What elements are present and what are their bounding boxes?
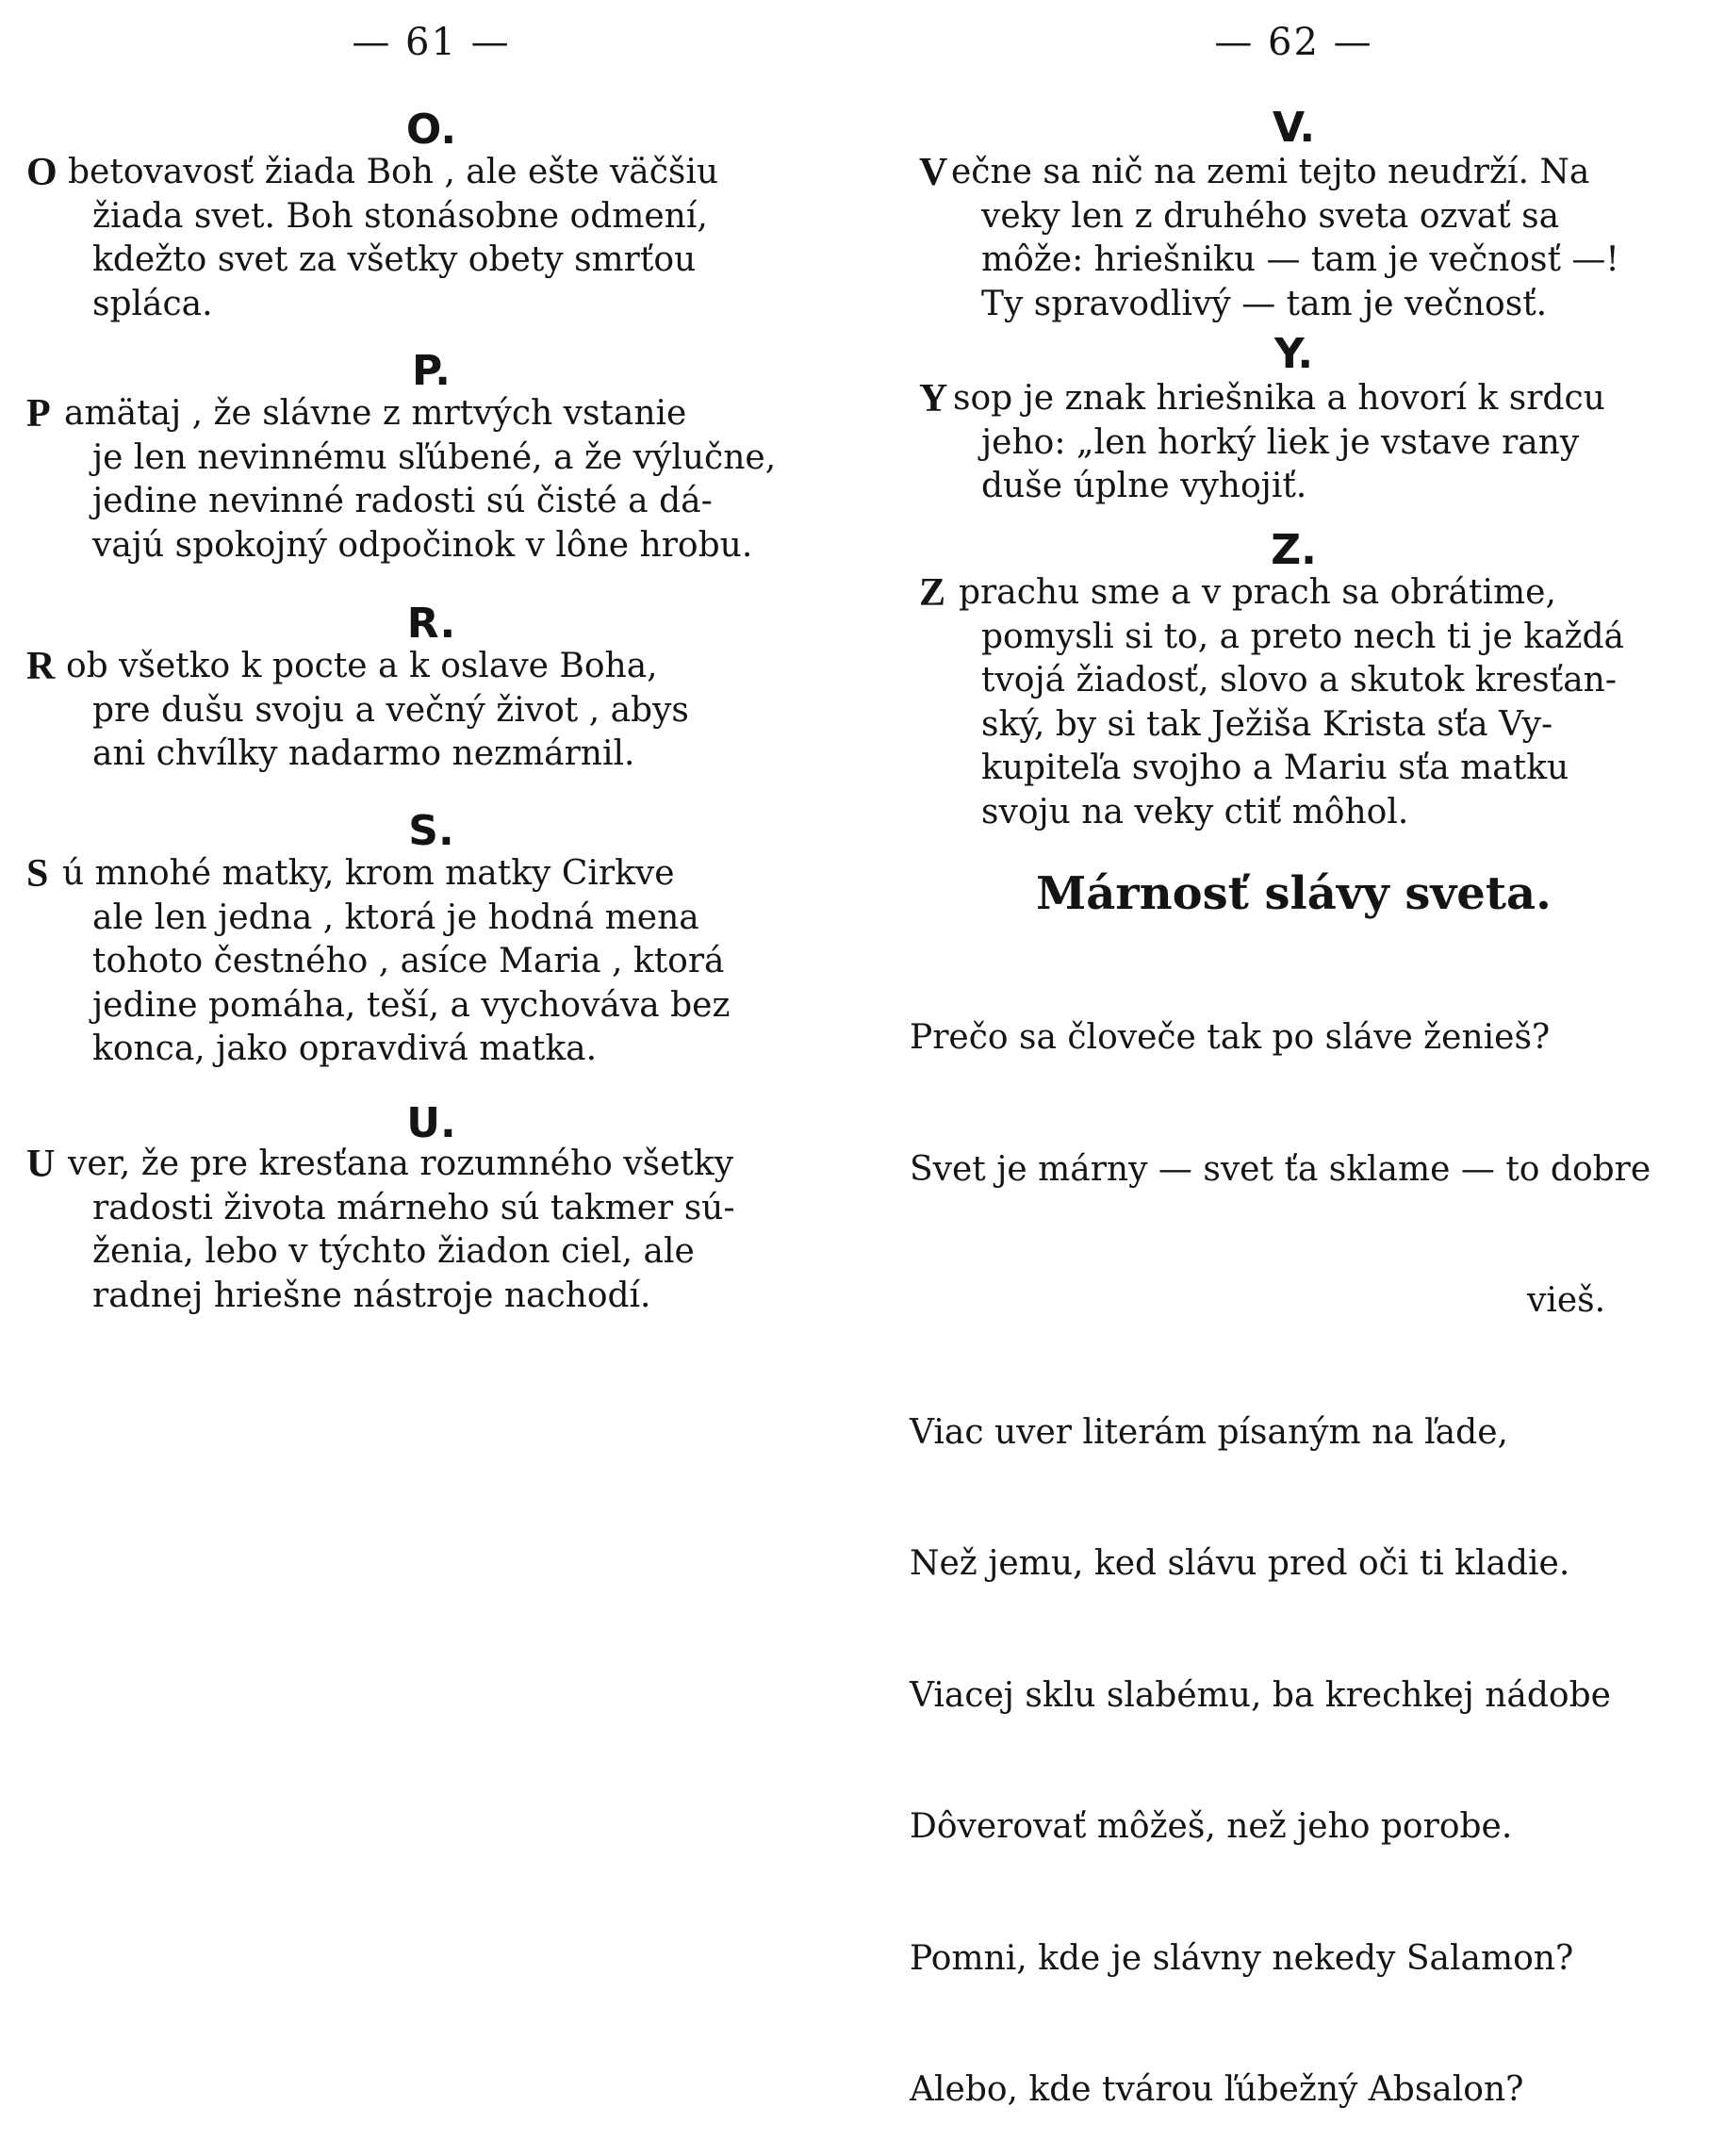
page-number: — 62 — [1214, 21, 1373, 64]
section-y-line-1: sop je znak hriešnika a hovorí k srdcu [953, 379, 1605, 418]
section-s-line-1: ú mnohé matky, krom matky Cirkve [62, 854, 675, 893]
section-r-line-2: pre dušu svoju a večný život , abys [92, 690, 689, 730]
section-z-line-3: tvojá žiadosť, slovo a skutok kresťan- [981, 661, 1618, 699]
section-z-line-2: pomysli si to, a preto nech ti je každá [981, 617, 1625, 656]
section-p-line-1: amätaj , že slávne z mrtvých vstanie [64, 394, 687, 433]
section-o-line-2: žiada svet. Boh stonásobne odmení, [92, 196, 708, 236]
poem-line-8: Alebo, kde tvárou ľúbežný Absalon? [910, 2070, 1524, 2109]
section-s-initial: S [26, 852, 49, 896]
section-heading-r: R. [406, 600, 456, 648]
section-s-line-3: tohoto čestného , asíce Maria , ktorá [92, 942, 725, 980]
section-p-initial: P [26, 392, 51, 436]
section-u-line-4: radnej hriešne nástroje nachodí. [92, 1275, 651, 1315]
section-z-line-6: svoju na veky ctiť môhol. [981, 792, 1409, 831]
section-o-line-4: spláca. [92, 284, 213, 323]
section-o-line-1: betovavosť žiada Boh , ale ešte väčšiu [68, 153, 719, 191]
poem-line-3: Viac uver literám písaným na ľade, [910, 1412, 1508, 1452]
poem-line-1: Prečo sa človeče tak po sláve ženieš? [910, 1018, 1551, 1057]
section-s-line-2: ale len jedna , ktorá je hodná mena [92, 897, 699, 937]
section-o-text [26, 151, 818, 326]
section-heading-v: V. [1272, 104, 1316, 152]
poem-line-4: Než jemu, ked slávu pred oči ti kladie. [910, 1544, 1570, 1583]
section-y-line-2: jeho: „len horký liek je vstave rany [981, 422, 1580, 462]
section-heading-p: P. [412, 347, 451, 395]
section-z-initial: Z [919, 571, 946, 615]
section-heading-u: U. [406, 1099, 456, 1147]
section-o-line-3: kdežto svet za všetky obety smrťou [92, 240, 697, 279]
section-p-line-3: jedine nevinné radosti sú čisté a dá- [92, 482, 713, 520]
section-u-text [26, 1143, 818, 1318]
section-z-line-4: ský, by si tak Ježiša Krista sťa Vy- [981, 704, 1553, 744]
section-p-line-2: je len nevinnému sľúbené, a že výlučne, [92, 437, 777, 477]
section-s-text [26, 852, 818, 1072]
section-heading-o: O. [405, 106, 457, 154]
section-y-line-3: duše úplne vyhojiť. [981, 467, 1307, 505]
poem-title: Márnosť slávy sveta. [1036, 867, 1552, 920]
section-v-line-2: veky len z druhého sveta ozvať sa [981, 196, 1560, 236]
section-z-text [919, 571, 1711, 834]
section-heading-s: S. [408, 807, 454, 855]
section-v-line-3: môže: hriešniku — tam je večnosť —! [981, 240, 1619, 279]
section-u-line-1: ver, že pre kresťana rozumného všetky [68, 1144, 734, 1183]
section-v-text [919, 151, 1711, 326]
section-y-initial: Y [919, 377, 948, 420]
poem-line-5: Viacej sklu slabému, ba krechkej nádobe [910, 1675, 1611, 1715]
section-s-line-4: jedine pomáha, teší, a vychováva bez [92, 985, 731, 1025]
section-heading-z: Z. [1271, 526, 1317, 574]
section-v-line-1: ečne sa nič na zemi tejto neudrží. Na [951, 153, 1590, 191]
section-u-line-2: radosti života márneho sú takmer sú- [92, 1188, 735, 1227]
poem [910, 929, 1651, 2156]
poem-line-2: Svet je márny — svet ťa sklame — to dobre [910, 1149, 1651, 1189]
poem-line-6: Dôverovať môžeš, než jeho porobe. [910, 1807, 1513, 1846]
section-r-initial: R [26, 645, 56, 688]
section-r-line-1: ob všetko k pocte a k oslave Boha, [66, 647, 658, 685]
section-r-line-3: ani chvílky nadarmo nezmárnil. [92, 734, 635, 773]
section-p-text [26, 392, 818, 568]
section-p-line-4: vajú spokojný odpočinok v lône hrobu. [92, 525, 753, 565]
section-z-line-1: prachu sme a v prach sa obrátime, [959, 573, 1556, 612]
section-r-text [26, 645, 818, 777]
section-u-line-3: ženia, lebo v týchto žiadon ciel, ale [92, 1232, 695, 1271]
page-number: — 61 — [352, 21, 511, 64]
poem-line-2-cont: vieš. [1527, 1281, 1606, 1320]
section-heading-y: Y. [1273, 330, 1314, 378]
section-u-initial: U [26, 1143, 56, 1186]
section-s-line-5: konca, jako opravdivá matka. [92, 1029, 598, 1068]
section-v-initial: V [919, 151, 948, 194]
section-y-text [919, 377, 1711, 509]
section-o-initial: O [26, 151, 58, 194]
section-z-line-5: kupiteľa svojho a Mariu sťa matku [981, 749, 1569, 787]
poem-line-7: Pomni, kde je slávny nekedy Salamon? [910, 1938, 1574, 1978]
section-v-line-4: Ty spravodlivý — tam je večnosť. [981, 284, 1548, 323]
